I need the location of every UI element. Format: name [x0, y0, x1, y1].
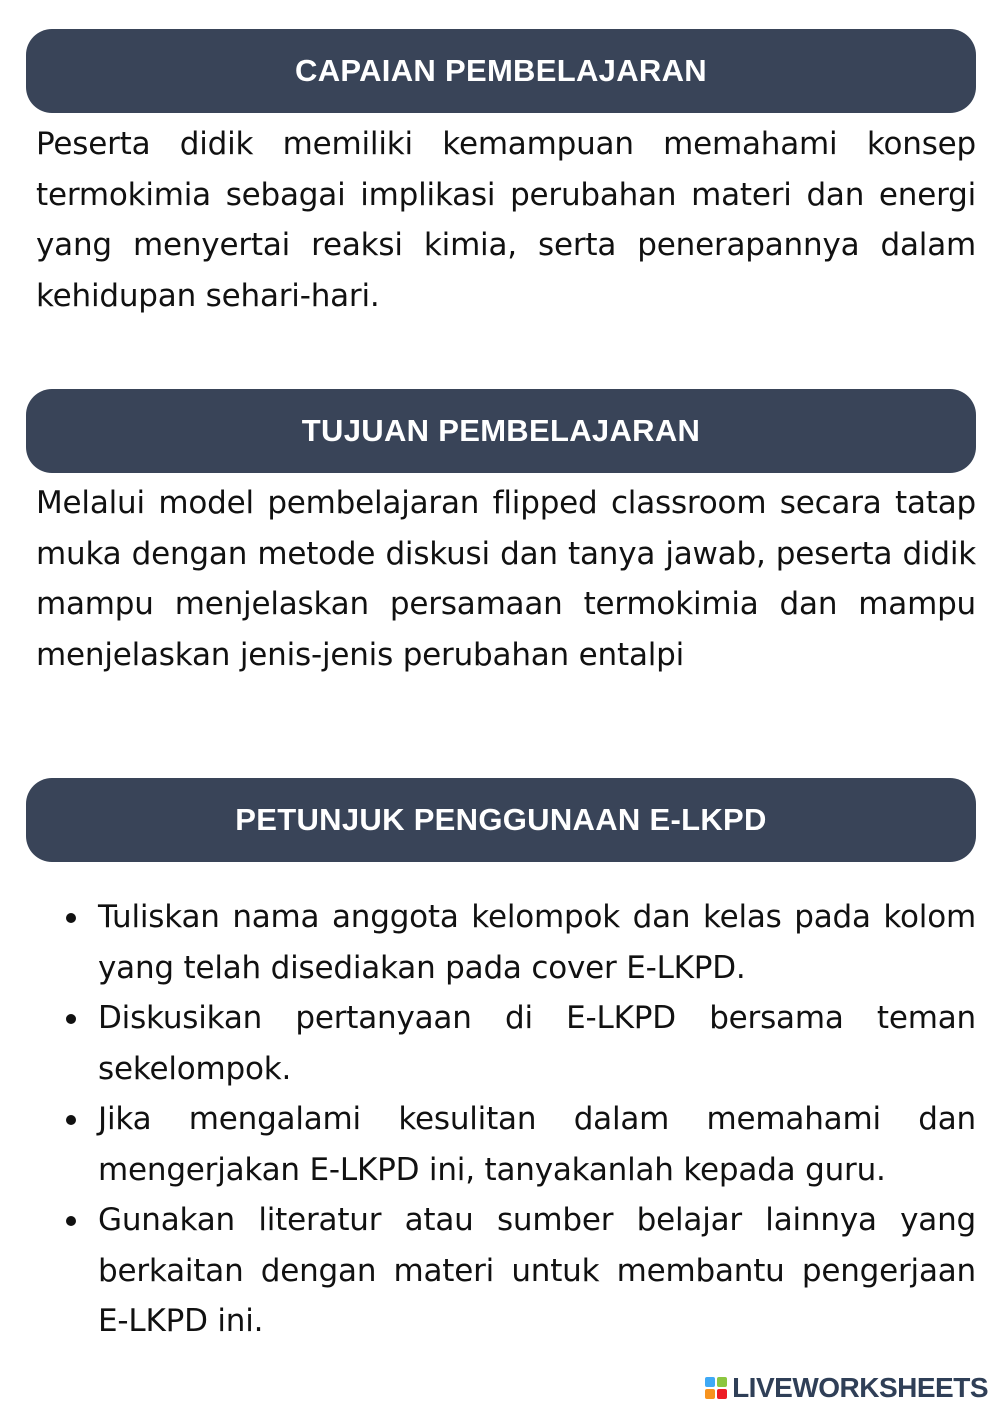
logo-square	[717, 1377, 727, 1387]
brand-watermark[interactable]	[705, 1372, 988, 1404]
section-header-petunjuk	[26, 778, 976, 862]
logo-square	[705, 1389, 715, 1399]
section-title: TUJUAN PEMBELAJARAN	[301, 413, 701, 448]
petunjuk-list	[36, 892, 976, 1347]
section-header-capaian	[26, 29, 976, 113]
list-item-text: Gunakan literatur atau sumber belajar lainnya yang berkaitan dengan materi untuk membantu pengerjaan E-LKPD ini.	[98, 1202, 976, 1339]
bullet-icon	[66, 1014, 76, 1024]
bullet-icon	[66, 1216, 76, 1226]
list-item	[36, 1195, 976, 1347]
list-item-text: Jika mengalami kesulitan dalam memahami dan mengerjakan E-LKPD ini, tanyakanlah kepada guru.	[98, 1101, 976, 1188]
section-header-tujuan	[26, 389, 976, 473]
capaian-text: Peserta didik memiliki kemampuan memahami konsep termokimia sebagai implikasi perubahan materi dan energi yang menyertai reaksi kimia, serta penerapannya dalam kehidupan sehari-hari.	[36, 126, 976, 314]
tujuan-text: Melalui model pembelajaran flipped classroom secara tatap muka dengan metode diskusi dan tanya jawab, peserta didik mampu menjelaskan persamaan termokimia dan mampu menjelaskan jenis-jenis perubahan entalpi	[36, 485, 976, 673]
logo-square	[705, 1377, 715, 1387]
brand-name: LIVEWORKSHEETS	[732, 1372, 988, 1403]
list-item	[36, 993, 976, 1094]
list-item-text: Diskusikan pertanyaan di E-LKPD bersama teman sekelompok.	[98, 1000, 976, 1087]
list-item	[36, 892, 976, 993]
bullet-icon	[66, 1115, 76, 1125]
list-item	[36, 1094, 976, 1195]
list-item-text: Tuliskan nama anggota kelompok dan kelas pada kolom yang telah disediakan pada cover E-LKPD.	[98, 899, 976, 986]
section-title: PETUNJUK PENGGUNAAN E-LKPD	[235, 802, 767, 837]
liveworksheets-logo-icon	[705, 1377, 727, 1399]
logo-square	[717, 1389, 727, 1399]
section-title: CAPAIAN PEMBELAJARAN	[295, 53, 707, 88]
bullet-icon	[66, 913, 76, 923]
